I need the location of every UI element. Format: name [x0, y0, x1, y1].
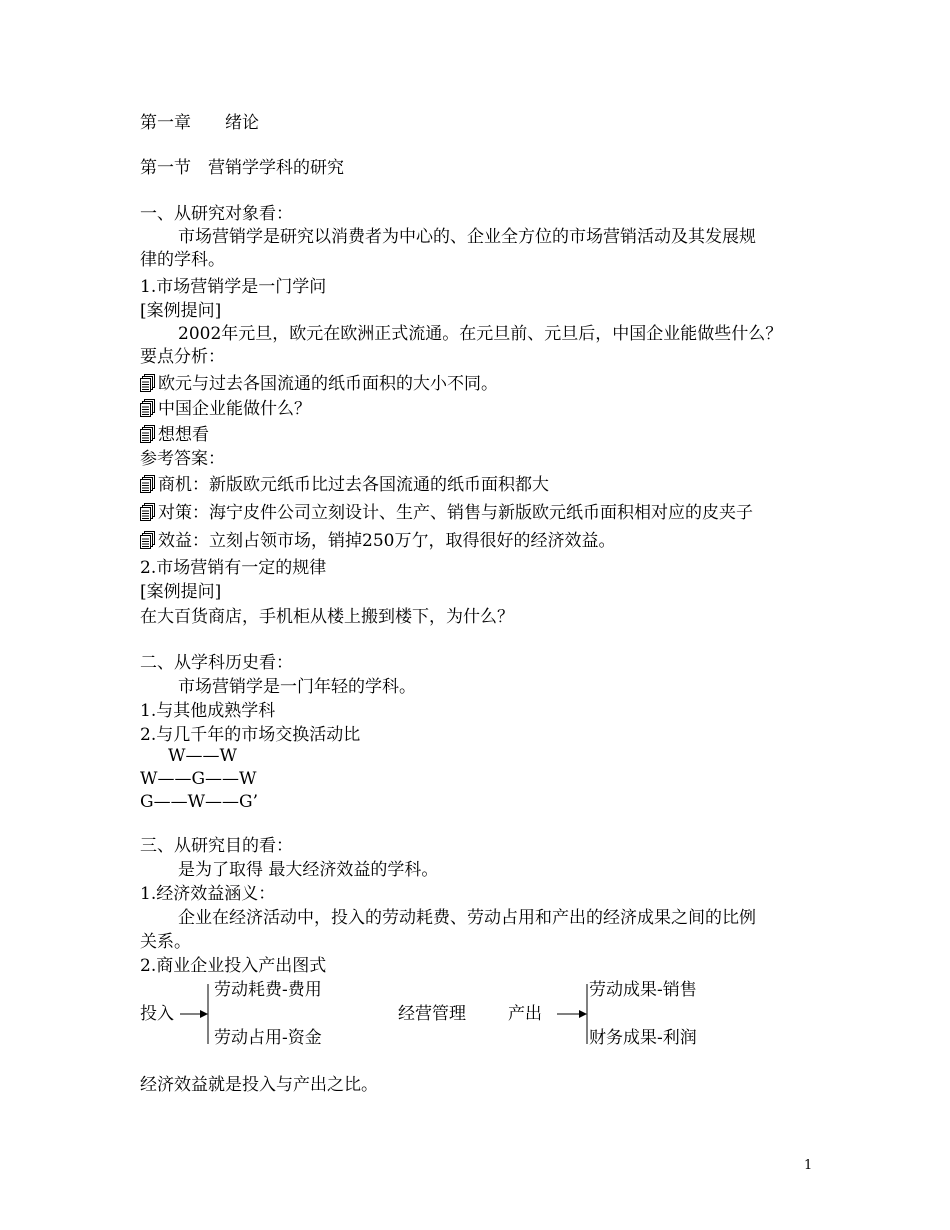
flow-output-branch-bottom: 财务成果-利润	[589, 1028, 697, 1048]
answer-point-text: 效益：立刻占领市场，销掉250万亇，取得很好的经济效益。	[158, 531, 616, 551]
chapter-title: 第一章 绪论	[140, 113, 259, 133]
definition-line-2: 关系。	[140, 932, 191, 952]
definition-line-1: 企业在经济活动中，投入的劳动耗费、劳动占用和产出的经济成果之间的比例	[178, 908, 756, 928]
case-2-label: [案例提问]	[140, 582, 222, 602]
section-2-item-2: 2.与几千年的市场交换活动比	[140, 725, 361, 745]
answer-point-text: 商机：新版欧元纸币比过去各国流通的纸币面积都大	[158, 475, 549, 495]
case-1-text: 2002年元旦，欧元在欧洲正式流通。在元旦前、元旦后，中国企业能做些什么？	[178, 324, 783, 344]
section-1-paragraph-line-1: 市场营销学是研究以消费者为中心的、企业全方位的市场营销活动及其发展规	[178, 227, 756, 247]
exchange-formula: W——G——W	[140, 769, 257, 789]
analysis-point	[140, 424, 209, 446]
section-3-item-1: 1.经济效益涵义：	[140, 884, 276, 904]
section-1-paragraph-line-2: 律的学科。	[140, 250, 225, 270]
section-3-heading: 三、从研究目的看：	[140, 836, 293, 856]
flow-middle-label: 经营管理	[398, 1004, 466, 1024]
answer-point	[140, 502, 753, 524]
section-3-item-2: 2.商业企业投入产出图式	[140, 956, 327, 976]
section-title: 第一节 营销学学科的研究	[140, 158, 344, 178]
document-stack-icon	[140, 399, 156, 417]
document-stack-icon	[140, 475, 156, 493]
answer-label: 参考答案：	[140, 449, 225, 469]
flow-output-branch-top: 劳动成果-销售	[589, 980, 697, 1000]
section-1-heading: 一、从研究对象看：	[140, 204, 293, 224]
page-number: 1	[804, 1158, 813, 1173]
flow-output-label: 产出	[508, 1004, 542, 1024]
answer-point	[140, 530, 615, 552]
document-stack-icon	[140, 531, 156, 549]
analysis-point	[140, 398, 311, 420]
case-1-label: [案例提问]	[140, 301, 222, 321]
case-2-text: 在大百货商店，手机柜从楼上搬到楼下，为什么？	[140, 607, 514, 627]
conclusion: 经济效益就是投入与产出之比。	[140, 1075, 378, 1095]
section-1-item-1: 1.市场营销学是一门学问	[140, 277, 327, 297]
exchange-formula: W——W	[168, 746, 237, 766]
flow-input-branch-top: 劳动耗费-费用	[214, 980, 322, 1000]
document-stack-icon	[140, 374, 156, 392]
document-stack-icon	[140, 425, 156, 443]
input-arrow-bracket	[178, 982, 216, 1046]
section-2-item-1: 1.与其他成熟学科	[140, 701, 276, 721]
answer-point	[140, 474, 549, 496]
analysis-point-text: 欧元与过去各国流通的纸币面积的大小不同。	[158, 374, 498, 394]
answer-point-text: 对策：海宁皮件公司立刻设计、生产、销售与新版欧元纸币面积相对应的皮夹子	[158, 503, 753, 523]
exchange-formula: G——W——G’	[140, 792, 259, 812]
analysis-label: 要点分析：	[140, 347, 225, 367]
section-3-paragraph: 是为了取得 最大经济效益的学科。	[178, 860, 439, 880]
section-1-item-2: 2.市场营销有一定的规律	[140, 558, 327, 578]
section-2-heading: 二、从学科历史看：	[140, 653, 293, 673]
flow-input-branch-bottom: 劳动占用-资金	[214, 1028, 322, 1048]
analysis-point-text: 想想看	[158, 425, 209, 445]
flow-input-label: 投入	[140, 1004, 174, 1024]
document-stack-icon	[140, 503, 156, 521]
section-2-paragraph: 市场营销学是一门年轻的学科。	[178, 677, 416, 697]
analysis-point	[140, 373, 498, 395]
analysis-point-text: 中国企业能做什么？	[158, 399, 311, 419]
output-arrow-bracket	[555, 982, 591, 1046]
